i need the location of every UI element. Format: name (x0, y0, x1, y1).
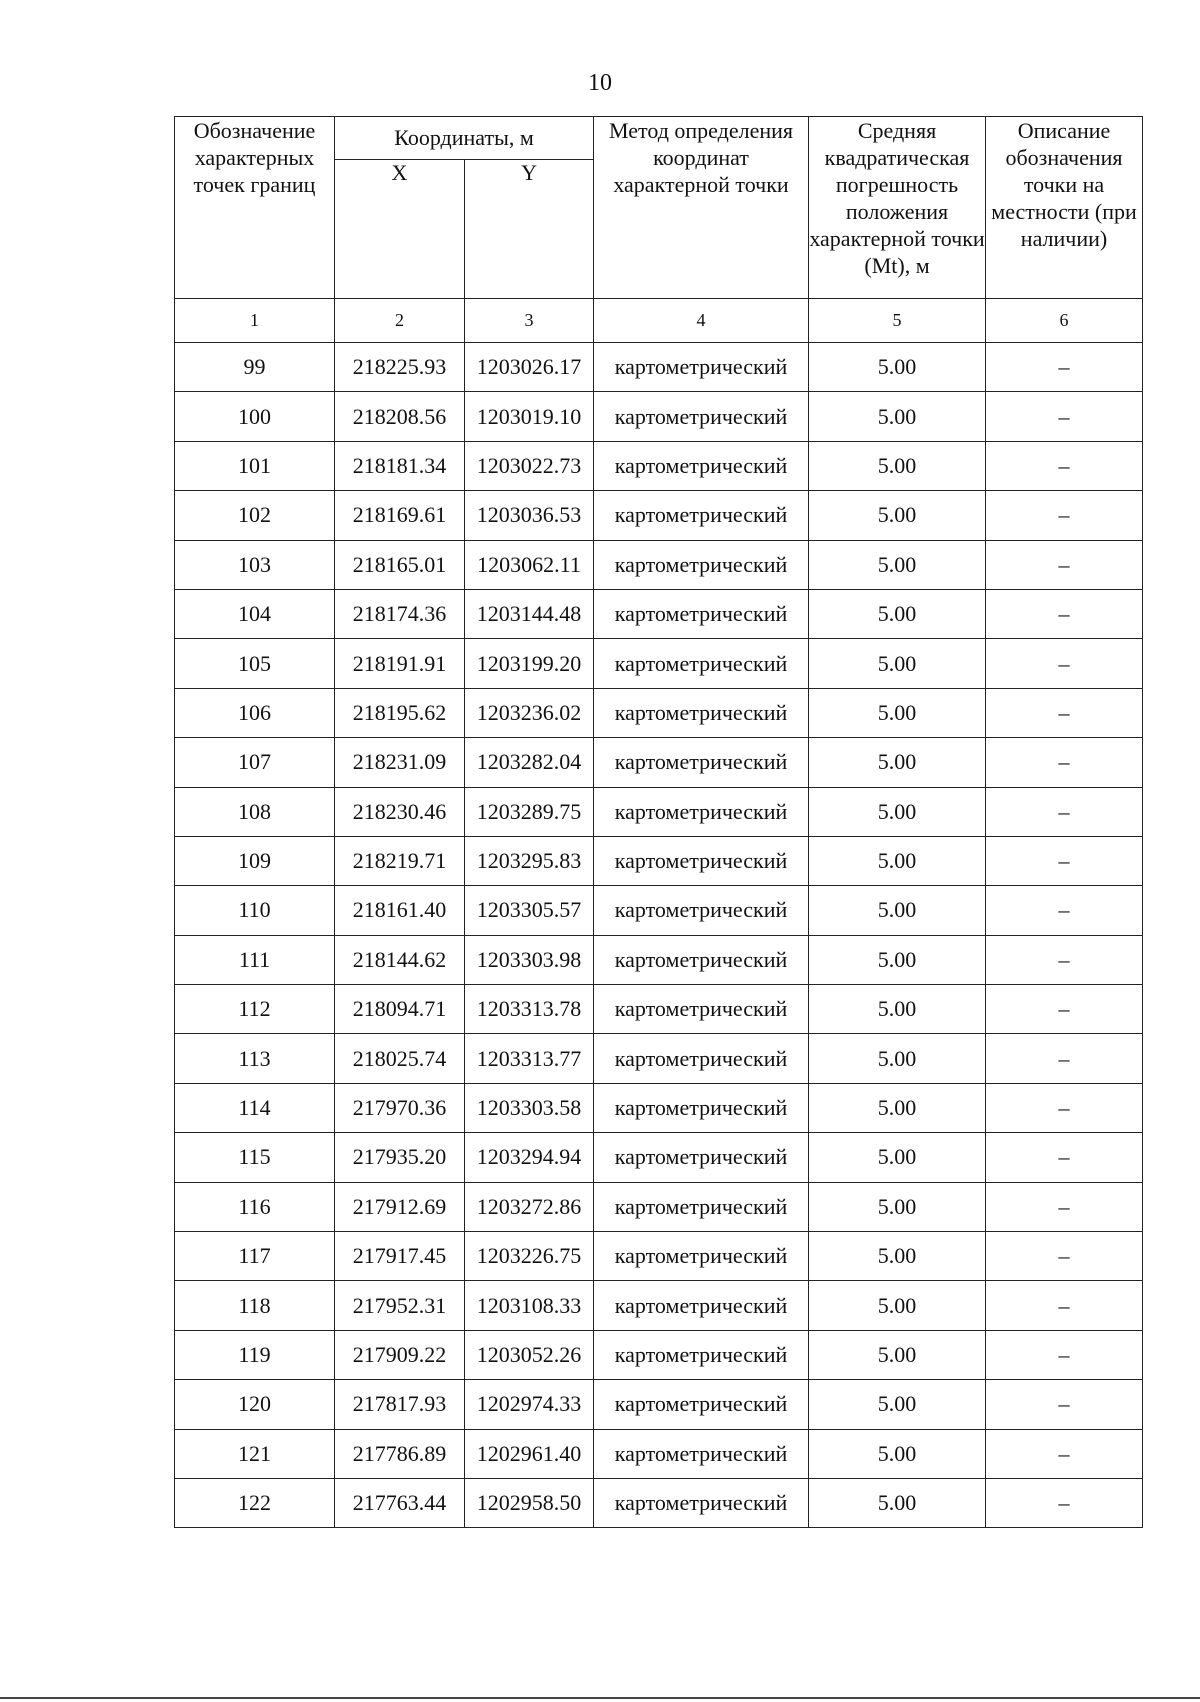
y-coordinate-cell: 1202961.40 (465, 1429, 594, 1478)
description-cell: – (986, 639, 1143, 688)
x-coordinate-cell: 218230.46 (335, 787, 465, 836)
description-cell: – (986, 836, 1143, 885)
header-point-designation: Обозначение характерных точек границ (175, 117, 335, 299)
point-cell: 107 (175, 738, 335, 787)
x-coordinate-cell: 218219.71 (335, 836, 465, 885)
y-coordinate-cell: 1203199.20 (465, 639, 594, 688)
method-cell: картометрический (594, 1083, 809, 1132)
method-cell: картометрический (594, 491, 809, 540)
x-coordinate-cell: 218144.62 (335, 935, 465, 984)
method-cell: картометрический (594, 738, 809, 787)
point-cell: 115 (175, 1133, 335, 1182)
y-coordinate-cell: 1203305.57 (465, 886, 594, 935)
description-cell: – (986, 540, 1143, 589)
header-description: Описание обозначения точки на местности (при наличии) (986, 117, 1143, 299)
description-cell: – (986, 886, 1143, 935)
point-cell: 104 (175, 589, 335, 638)
method-cell: картометрический (594, 540, 809, 589)
x-coordinate-cell: 217763.44 (335, 1478, 465, 1527)
table-row (175, 1182, 1143, 1231)
description-cell: – (986, 985, 1143, 1034)
table-header (175, 117, 1143, 343)
y-coordinate-cell: 1203282.04 (465, 738, 594, 787)
description-cell: – (986, 1133, 1143, 1182)
table-row (175, 1478, 1143, 1527)
description-cell: – (986, 1380, 1143, 1429)
header-method: Метод определения координат характерной точки (594, 117, 809, 299)
point-cell: 116 (175, 1182, 335, 1231)
header-y: Y (465, 160, 594, 299)
header-coordinates: Координаты, м (335, 117, 594, 160)
column-number: 6 (986, 299, 1143, 343)
table-row (175, 886, 1143, 935)
x-coordinate-cell: 217909.22 (335, 1330, 465, 1379)
error-cell: 5.00 (809, 738, 986, 787)
error-cell: 5.00 (809, 441, 986, 490)
error-cell: 5.00 (809, 1083, 986, 1132)
description-cell: – (986, 935, 1143, 984)
point-cell: 101 (175, 441, 335, 490)
error-cell: 5.00 (809, 491, 986, 540)
y-coordinate-cell: 1203313.77 (465, 1034, 594, 1083)
point-cell: 110 (175, 886, 335, 935)
x-coordinate-cell: 217917.45 (335, 1232, 465, 1281)
point-cell: 113 (175, 1034, 335, 1083)
y-coordinate-cell: 1203019.10 (465, 392, 594, 441)
table-row (175, 985, 1143, 1034)
method-cell: картометрический (594, 688, 809, 737)
point-cell: 118 (175, 1281, 335, 1330)
method-cell: картометрический (594, 1034, 809, 1083)
table-row (175, 1133, 1143, 1182)
description-cell: – (986, 1083, 1143, 1132)
description-cell: – (986, 1182, 1143, 1231)
description-cell: – (986, 688, 1143, 737)
point-cell: 102 (175, 491, 335, 540)
point-cell: 105 (175, 639, 335, 688)
x-coordinate-cell: 218174.36 (335, 589, 465, 638)
error-cell: 5.00 (809, 343, 986, 392)
x-coordinate-cell: 218191.91 (335, 639, 465, 688)
error-cell: 5.00 (809, 935, 986, 984)
error-cell: 5.00 (809, 589, 986, 638)
x-coordinate-cell: 218225.93 (335, 343, 465, 392)
table-row (175, 1034, 1143, 1083)
error-cell: 5.00 (809, 1330, 986, 1379)
error-cell: 5.00 (809, 688, 986, 737)
x-coordinate-cell: 218195.62 (335, 688, 465, 737)
description-cell: – (986, 787, 1143, 836)
point-cell: 114 (175, 1083, 335, 1132)
method-cell: картометрический (594, 639, 809, 688)
table-row (175, 392, 1143, 441)
method-cell: картометрический (594, 1182, 809, 1231)
method-cell: картометрический (594, 1232, 809, 1281)
method-cell: картометрический (594, 1133, 809, 1182)
method-cell: картометрический (594, 441, 809, 490)
point-cell: 99 (175, 343, 335, 392)
x-coordinate-cell: 217786.89 (335, 1429, 465, 1478)
y-coordinate-cell: 1203295.83 (465, 836, 594, 885)
error-cell: 5.00 (809, 1478, 986, 1527)
error-cell: 5.00 (809, 836, 986, 885)
error-cell: 5.00 (809, 886, 986, 935)
description-cell: – (986, 1429, 1143, 1478)
method-cell: картометрический (594, 1429, 809, 1478)
x-coordinate-cell: 217952.31 (335, 1281, 465, 1330)
method-cell: картометрический (594, 886, 809, 935)
table-row (175, 1232, 1143, 1281)
point-cell: 109 (175, 836, 335, 885)
description-cell: – (986, 1281, 1143, 1330)
point-cell: 117 (175, 1232, 335, 1281)
description-cell: – (986, 1034, 1143, 1083)
table-row (175, 491, 1143, 540)
description-cell: – (986, 1232, 1143, 1281)
table-row (175, 441, 1143, 490)
y-coordinate-cell: 1203303.58 (465, 1083, 594, 1132)
method-cell: картометрический (594, 1281, 809, 1330)
method-cell: картометрический (594, 935, 809, 984)
column-number: 3 (465, 299, 594, 343)
x-coordinate-cell: 218169.61 (335, 491, 465, 540)
header-error: Средняя квадратическая погрешность положения характерной точки (Mt), м (809, 117, 986, 299)
y-coordinate-cell: 1203303.98 (465, 935, 594, 984)
method-cell: картометрический (594, 589, 809, 638)
error-cell: 5.00 (809, 1232, 986, 1281)
x-coordinate-cell: 217970.36 (335, 1083, 465, 1132)
table-row (175, 688, 1143, 737)
x-coordinate-cell: 218161.40 (335, 886, 465, 935)
point-cell: 103 (175, 540, 335, 589)
table-row (175, 836, 1143, 885)
error-cell: 5.00 (809, 1380, 986, 1429)
coordinates-table (174, 116, 1143, 1528)
table-row (175, 1330, 1143, 1379)
y-coordinate-cell: 1202958.50 (465, 1478, 594, 1527)
y-coordinate-cell: 1203052.26 (465, 1330, 594, 1379)
column-number: 4 (594, 299, 809, 343)
description-cell: – (986, 1330, 1143, 1379)
y-coordinate-cell: 1202974.33 (465, 1380, 594, 1429)
x-coordinate-cell: 217817.93 (335, 1380, 465, 1429)
point-cell: 121 (175, 1429, 335, 1478)
error-cell: 5.00 (809, 639, 986, 688)
table-row (175, 589, 1143, 638)
table-row (175, 1281, 1143, 1330)
point-cell: 119 (175, 1330, 335, 1379)
table-row (175, 935, 1143, 984)
column-number: 1 (175, 299, 335, 343)
error-cell: 5.00 (809, 1281, 986, 1330)
y-coordinate-cell: 1203289.75 (465, 787, 594, 836)
y-coordinate-cell: 1203036.53 (465, 491, 594, 540)
table-body (175, 343, 1143, 1528)
method-cell: картометрический (594, 392, 809, 441)
table-row (175, 787, 1143, 836)
point-cell: 122 (175, 1478, 335, 1527)
column-number-row (175, 299, 1143, 343)
method-cell: картометрический (594, 1380, 809, 1429)
table-row (175, 540, 1143, 589)
point-cell: 100 (175, 392, 335, 441)
y-coordinate-cell: 1203144.48 (465, 589, 594, 638)
description-cell: – (986, 392, 1143, 441)
x-coordinate-cell: 218208.56 (335, 392, 465, 441)
description-cell: – (986, 441, 1143, 490)
method-cell: картометрический (594, 787, 809, 836)
column-number: 2 (335, 299, 465, 343)
y-coordinate-cell: 1203062.11 (465, 540, 594, 589)
page-number: 10 (588, 70, 612, 96)
description-cell: – (986, 491, 1143, 540)
x-coordinate-cell: 217912.69 (335, 1182, 465, 1231)
error-cell: 5.00 (809, 392, 986, 441)
error-cell: 5.00 (809, 985, 986, 1034)
y-coordinate-cell: 1203236.02 (465, 688, 594, 737)
description-cell: – (986, 343, 1143, 392)
y-coordinate-cell: 1203108.33 (465, 1281, 594, 1330)
x-coordinate-cell: 217935.20 (335, 1133, 465, 1182)
y-coordinate-cell: 1203026.17 (465, 343, 594, 392)
table-row (175, 738, 1143, 787)
error-cell: 5.00 (809, 1133, 986, 1182)
point-cell: 106 (175, 688, 335, 737)
description-cell: – (986, 589, 1143, 638)
method-cell: картометрический (594, 836, 809, 885)
table-row (175, 1429, 1143, 1478)
column-number: 5 (809, 299, 986, 343)
table-row (175, 1380, 1143, 1429)
table-row (175, 639, 1143, 688)
table-row (175, 343, 1143, 392)
y-coordinate-cell: 1203272.86 (465, 1182, 594, 1231)
method-cell: картометрический (594, 1330, 809, 1379)
point-cell: 112 (175, 985, 335, 1034)
y-coordinate-cell: 1203022.73 (465, 441, 594, 490)
description-cell: – (986, 1478, 1143, 1527)
error-cell: 5.00 (809, 1034, 986, 1083)
error-cell: 5.00 (809, 1429, 986, 1478)
description-cell: – (986, 738, 1143, 787)
header-x: X (335, 160, 465, 299)
point-cell: 108 (175, 787, 335, 836)
x-coordinate-cell: 218025.74 (335, 1034, 465, 1083)
y-coordinate-cell: 1203313.78 (465, 985, 594, 1034)
table-row (175, 1083, 1143, 1132)
point-cell: 120 (175, 1380, 335, 1429)
x-coordinate-cell: 218165.01 (335, 540, 465, 589)
scan-edge-line (0, 1697, 1200, 1699)
method-cell: картометрический (594, 343, 809, 392)
point-cell: 111 (175, 935, 335, 984)
method-cell: картометрический (594, 985, 809, 1034)
error-cell: 5.00 (809, 540, 986, 589)
x-coordinate-cell: 218231.09 (335, 738, 465, 787)
y-coordinate-cell: 1203294.94 (465, 1133, 594, 1182)
x-coordinate-cell: 218094.71 (335, 985, 465, 1034)
error-cell: 5.00 (809, 1182, 986, 1231)
y-coordinate-cell: 1203226.75 (465, 1232, 594, 1281)
x-coordinate-cell: 218181.34 (335, 441, 465, 490)
method-cell: картометрический (594, 1478, 809, 1527)
error-cell: 5.00 (809, 787, 986, 836)
